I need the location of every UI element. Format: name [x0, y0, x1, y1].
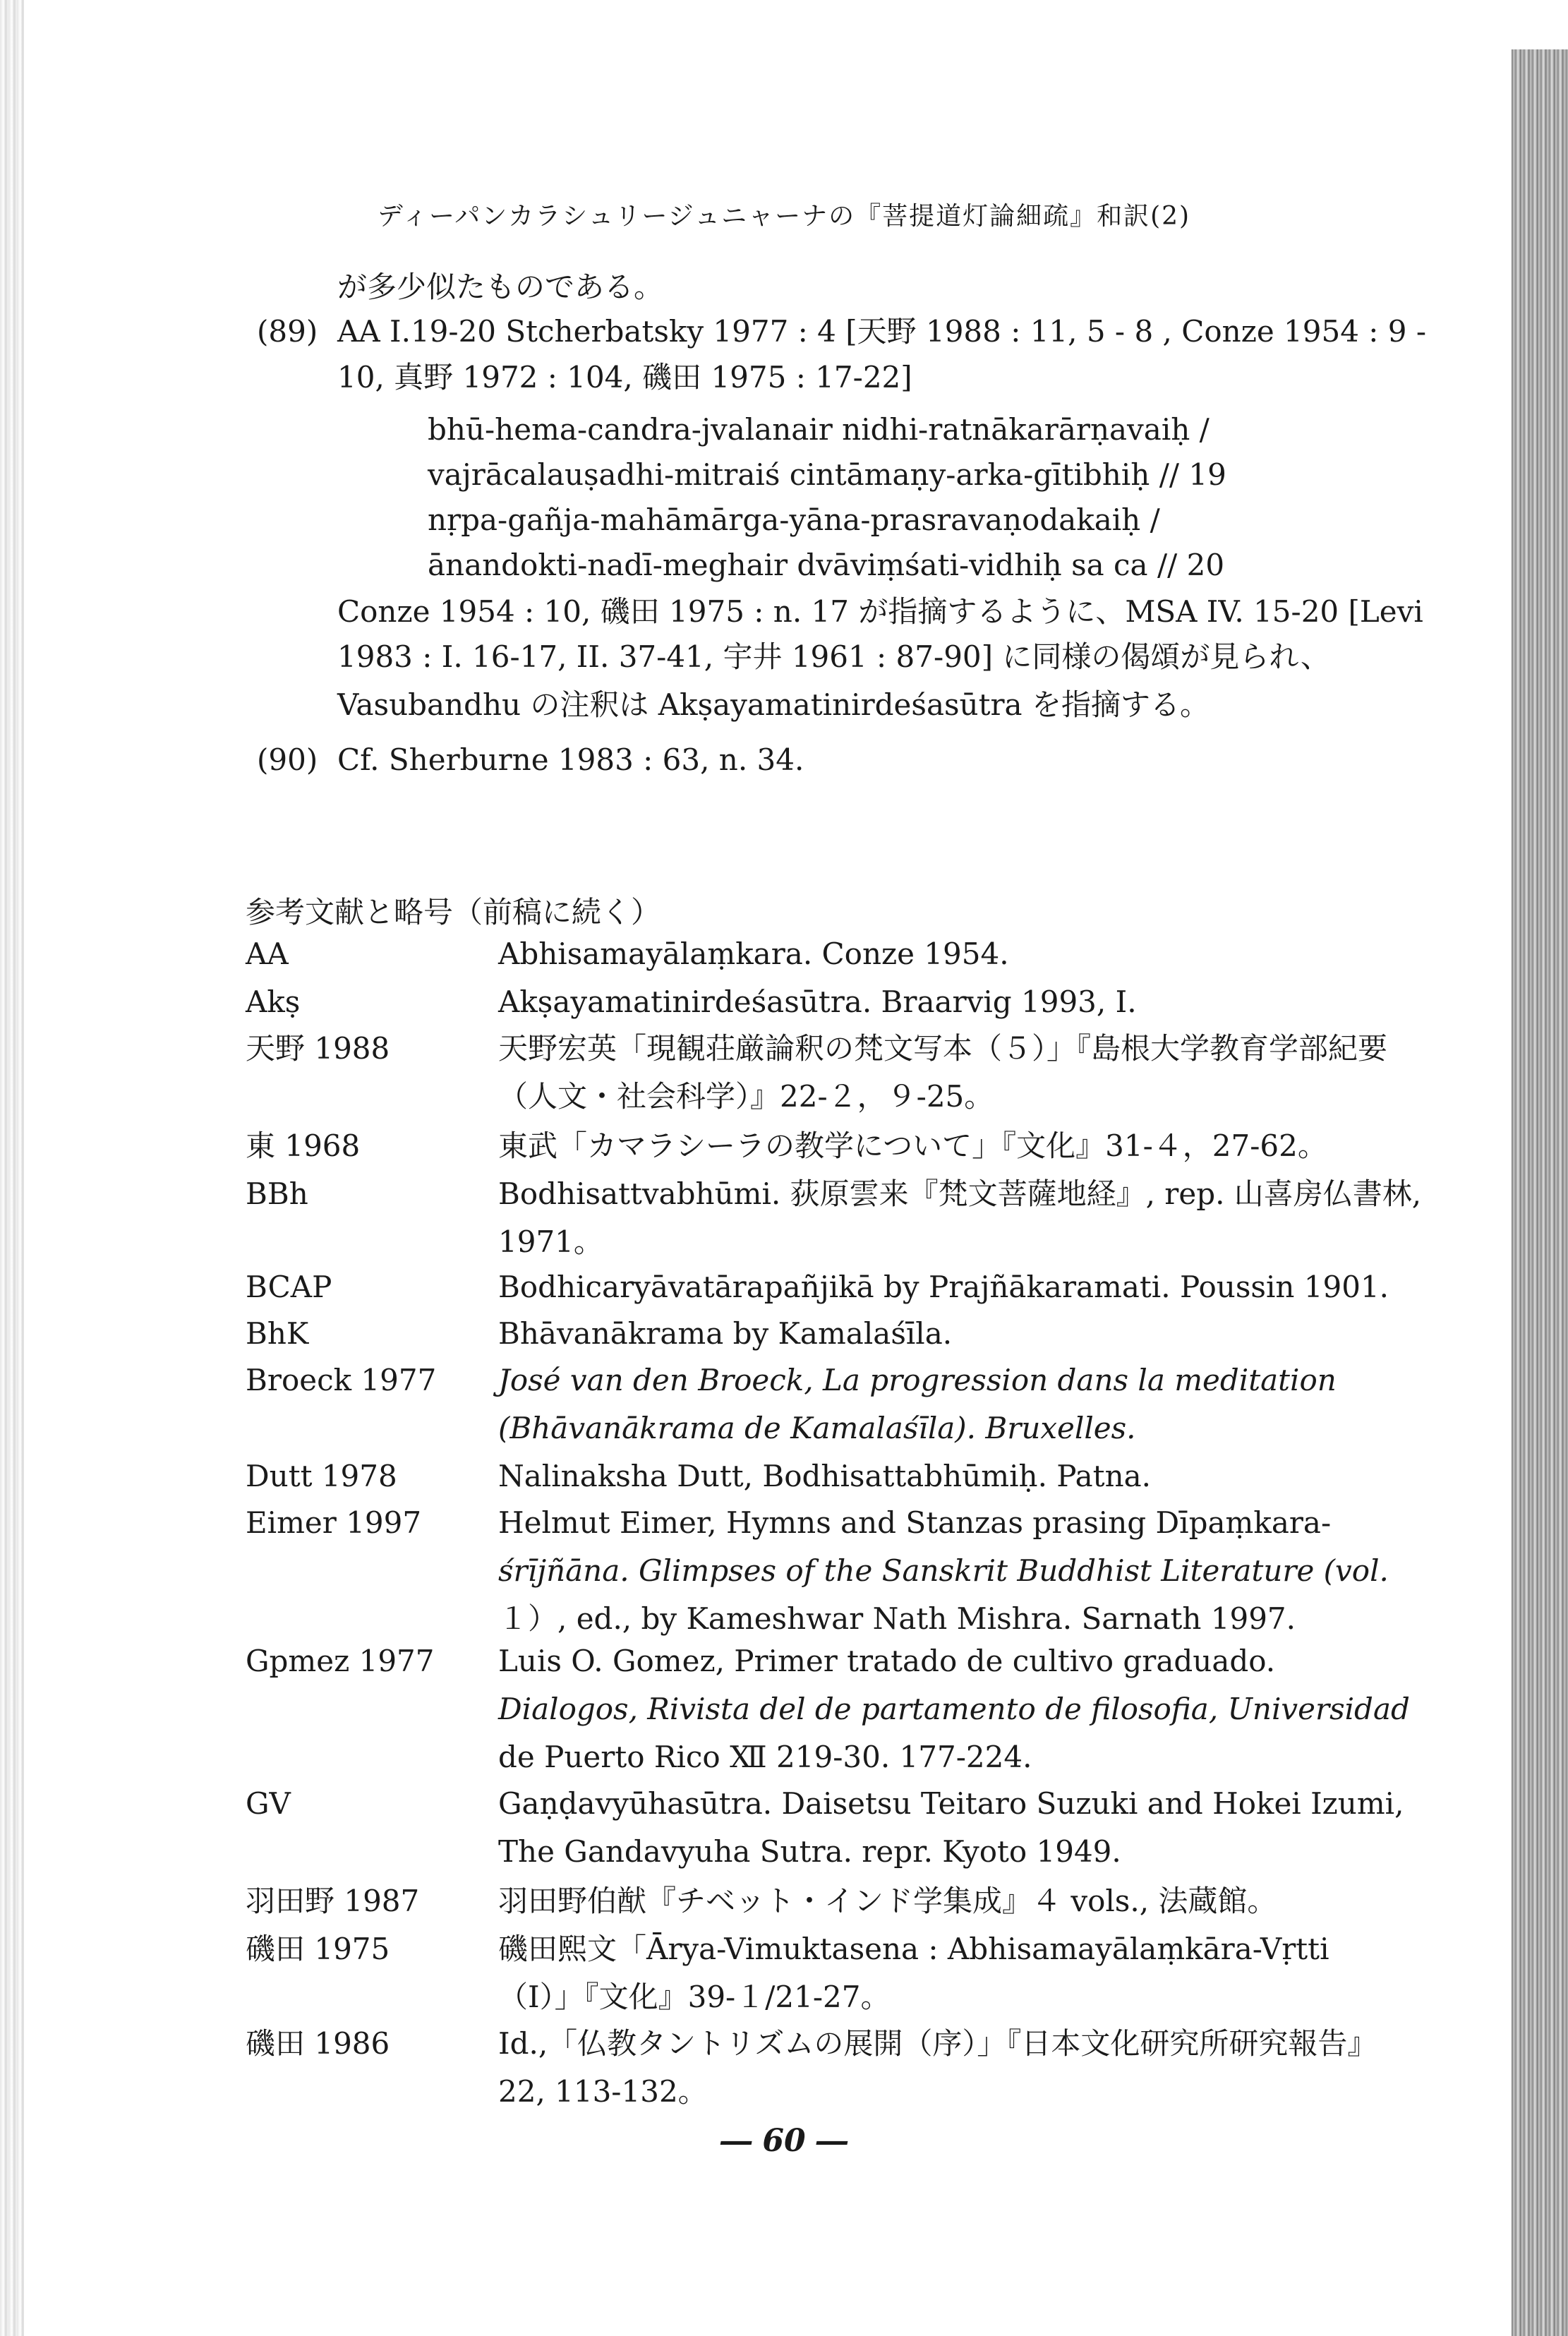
ref-line: José van den Broeck, La progression dans la meditation	[498, 1363, 1337, 1397]
ref-key: 天野 1988	[246, 1031, 390, 1066]
note-89-after-3: Vasubandhu の注釈は Akṣayamatinirdeśasūtra を指摘する。	[337, 687, 1210, 722]
ref-body	[498, 930, 1568, 978]
ref-key: 東 1968	[246, 1128, 361, 1163]
ref-body	[498, 1263, 1568, 1311]
ref-line: Helmut Eimer, Hymns and Stanzas prasing Dīpaṃkara-	[498, 1505, 1332, 1540]
note-90-text: Cf. Sherburne 1983 : 63, n. 34.	[337, 742, 804, 777]
ref-body	[498, 978, 1568, 1026]
ref-key: BhK	[246, 1316, 309, 1351]
ref-line: 東武「カマラシーラの教学について」『文化』31-４，27-62。	[498, 1128, 1327, 1163]
ref-key: Dutt 1978	[246, 1459, 397, 1493]
scan-left-edge	[0, 0, 24, 2336]
ref-key: Eimer 1997	[246, 1505, 422, 1540]
ref-body	[498, 1925, 1568, 2021]
ref-key: BBh	[246, 1176, 308, 1211]
verse-line-4: ānandokti-nadī-meghair dvāviṃśati-vidhiḥ sa ca // 20	[428, 548, 1225, 582]
ref-key: Gpmez 1977	[246, 1644, 435, 1678]
ref-line: 羽田野伯猷『チベット・インド学集成』４ vols., 法蔵館。	[498, 1884, 1277, 1918]
ref-line: （Ⅰ）」『文化』39-１/21-27。	[498, 1980, 891, 2014]
ref-line: Luis O. Gomez, Primer tratado de cultivo graduado.	[498, 1644, 1276, 1678]
ref-line: Bodhicaryāvatārapañjikā by Prajñākaramati. Poussin 1901.	[498, 1270, 1389, 1304]
ref-key: GV	[246, 1786, 291, 1821]
running-header: ディーパンカラシュリージュニャーナの『菩提道灯論細疏』和訳(2)	[377, 202, 1191, 231]
note-89-after-2: 1983 : I. 16-17, II. 37-41, 宇井 1961 : 87-90] に同様の偈頌が見られ、	[337, 639, 1330, 674]
ref-body	[498, 1499, 1568, 1643]
ref-line: (Bhāvanākrama de Kamalaśīla). Bruxelles.	[498, 1411, 1136, 1445]
ref-line: Id.,「仏教タントリズムの展開（序）」『日本文化研究所研究報告』	[498, 2026, 1377, 2061]
ref-body	[498, 1310, 1568, 1358]
ref-line: The Gandavyuha Sutra. repr. Kyoto 1949.	[498, 1834, 1121, 1869]
ref-key: 羽田野 1987	[246, 1884, 420, 1918]
ref-line: 22, 113-132。	[498, 2074, 708, 2109]
ref-body	[498, 1780, 1568, 1876]
verse-line-2: vajrācalauṣadhi-mitraiś cintāmaṇy-arka-gītibhiḥ // 19	[428, 457, 1226, 492]
ref-line: Dialogos, Rivista del de partamento de filosofia, Universidad	[498, 1692, 1410, 1726]
note-continuation: が多少似たものである。	[337, 270, 664, 304]
note-89-label: (89)	[257, 314, 318, 349]
ref-line: Akṣayamatinirdeśasūtra. Braarvig 1993, Ⅰ.	[498, 985, 1137, 1019]
ref-line: Gaṇḍavyūhasūtra. Daisetsu Teitaro Suzuki and Hokei Izumi,	[498, 1786, 1404, 1821]
ref-key: BCAP	[246, 1270, 332, 1304]
verse-line-1: bhū-hema-candra-jvalanair nidhi-ratnākarārṇavaiḥ /	[428, 412, 1210, 447]
ref-key: Akṣ	[246, 985, 301, 1019]
page-number: ― 60 ―	[720, 2123, 848, 2159]
note-89-line-1: AA I.19-20 Stcherbatsky 1977 : 4 [天野 1988 : 11, 5 - 8 , Conze 1954 : 9 -	[337, 314, 1427, 349]
ref-key: AA	[246, 937, 289, 971]
ref-line: Nalinaksha Dutt, Bodhisattabhūmiḥ. Patna.	[498, 1459, 1152, 1493]
ref-line: Abhisamayālaṃkara. Conze 1954.	[498, 937, 1009, 971]
ref-line: 天野宏英「現観荘厳論釈の梵文写本（５）」『島根大学教育学部紀要	[498, 1031, 1388, 1066]
ref-line: （人文・社会科学）』22-２，９-25。	[498, 1079, 994, 1114]
note-89-line-2: 10, 真野 1972 : 104, 磯田 1975 : 17-22]	[337, 360, 912, 395]
references-title: 参考文献と略号（前稿に続く）	[246, 895, 661, 929]
ref-line: de Puerto Rico Ⅻ 219-30. 177-224.	[498, 1740, 1032, 1774]
ref-body	[498, 1122, 1568, 1170]
ref-line: Bodhisattvabhūmi. 荻原雲来『梵文菩薩地経』, rep. 山喜房仏書林,	[498, 1176, 1422, 1211]
ref-line: Bhāvanākrama by Kamalaśīla.	[498, 1316, 953, 1351]
ref-body	[498, 1637, 1568, 1781]
verse-line-3: nṛpa-gañja-mahāmārga-yāna-prasravaṇodakaiḥ /	[428, 502, 1160, 537]
ref-line: śrījñāna. Glimpses of the Sanskrit Buddhist Literature (vol.	[498, 1553, 1389, 1588]
note-89-after-1: Conze 1954 : 10, 磯田 1975 : n. 17 が指摘するように、MSA IV. 15-20 [Levi	[337, 594, 1423, 629]
ref-line: 磯田熙文「Ārya-Vimuktasena : Abhisamayālaṃkāra-Vṛtti	[498, 1932, 1329, 1966]
ref-key: 磯田 1986	[246, 2026, 390, 2061]
ref-body	[498, 1356, 1568, 1452]
ref-body	[498, 1452, 1568, 1500]
ref-key: 磯田 1975	[246, 1932, 390, 1966]
ref-body	[498, 1170, 1568, 1266]
ref-line: 1971。	[498, 1224, 603, 1259]
ref-body	[498, 1877, 1568, 1925]
ref-line: １）, ed., by Kameshwar Nath Mishra. Sarnath 1997.	[498, 1601, 1296, 1636]
ref-body	[498, 1025, 1568, 1121]
ref-body	[498, 2020, 1568, 2116]
note-90-label: (90)	[257, 742, 318, 777]
ref-key: Broeck 1977	[246, 1363, 437, 1397]
